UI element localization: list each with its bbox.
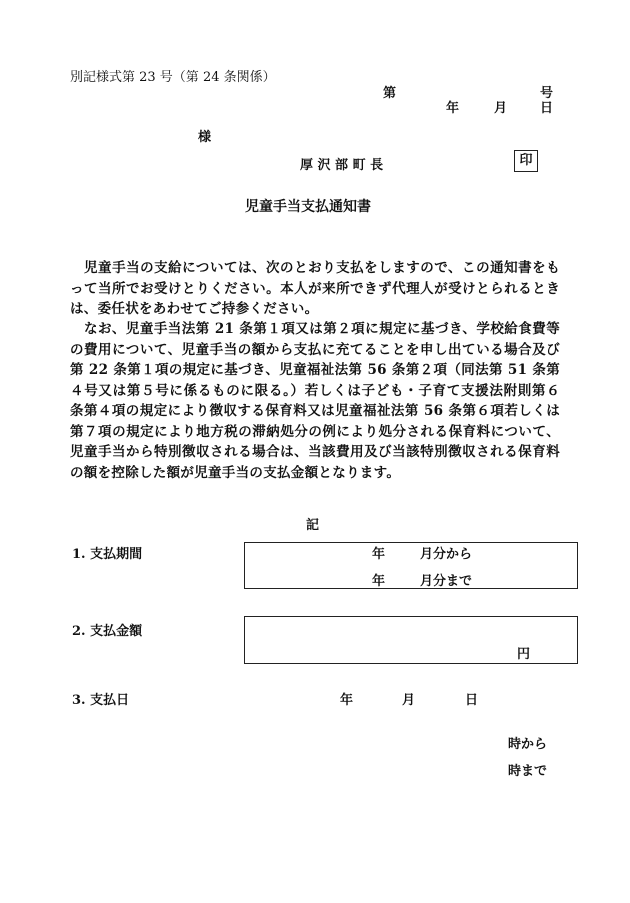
time-to: 時まで <box>508 764 548 779</box>
payment-day: 日 <box>465 693 479 708</box>
period-to-month: 月分まで <box>420 574 473 589</box>
ki-heading: 記 <box>306 518 320 533</box>
period-from-month: 月分から <box>420 547 473 562</box>
period-box <box>244 542 578 589</box>
form-id: 別記様式第 23 号（第 24 条関係） <box>70 70 276 85</box>
date-day: 日 <box>540 101 554 116</box>
issuer: 厚 沢 部 町 長 <box>300 158 384 173</box>
date-month: 月 <box>494 101 508 116</box>
amount-label: 2. 支払金額 <box>72 624 143 639</box>
period-from-year: 年 <box>372 547 386 562</box>
amount-unit: 円 <box>517 647 531 662</box>
amount-box <box>244 616 578 664</box>
seal-box: 印 <box>514 150 538 172</box>
paragraph-payment: 児童手当の支給については、次のとおり支払をしますので、この通知書をもって当所でお受けとりください。本人が来所できず代理人が受けとられるときは、委任状をあわせてご持参ください。 <box>70 260 560 317</box>
document-title: 児童手当支払通知書 <box>245 199 371 215</box>
date-year: 年 <box>446 101 460 116</box>
doc-number-suffix: 号 <box>540 86 554 101</box>
time-from: 時から <box>508 737 548 752</box>
payment-month: 月 <box>402 693 416 708</box>
period-label: 1. 支払期間 <box>72 547 143 562</box>
payment-year: 年 <box>340 693 354 708</box>
doc-number-prefix: 第 <box>383 86 397 101</box>
paragraph-deduction: なお、児童手当法第 21 条第１項又は第２項に規定に基づき、学校給食費等の費用について、児童手当の額から支払に充てることを申し出ている場合及び第 22 条第１項の規定に基づき、児童福祉法第 56 条第２項（同法第 51 条第４号又は第５号に係るものに限る。）若しくは子ども・子育て支援法附則第６条第４項の規定により徴収する保育料又は児童福祉法第 56 条第６項若しくは第７項の規定により地方税の滞納処分の例により処分される保育料について、児童手当から特別徴収される場合は、当該費用及び当該特別徴収される保育料の額を控除した額が児童手当の支払金額となります。 <box>70 321 560 481</box>
addressee-suffix: 様 <box>198 130 212 145</box>
date-label: 3. 支払日 <box>72 693 130 708</box>
period-to-year: 年 <box>372 574 386 589</box>
